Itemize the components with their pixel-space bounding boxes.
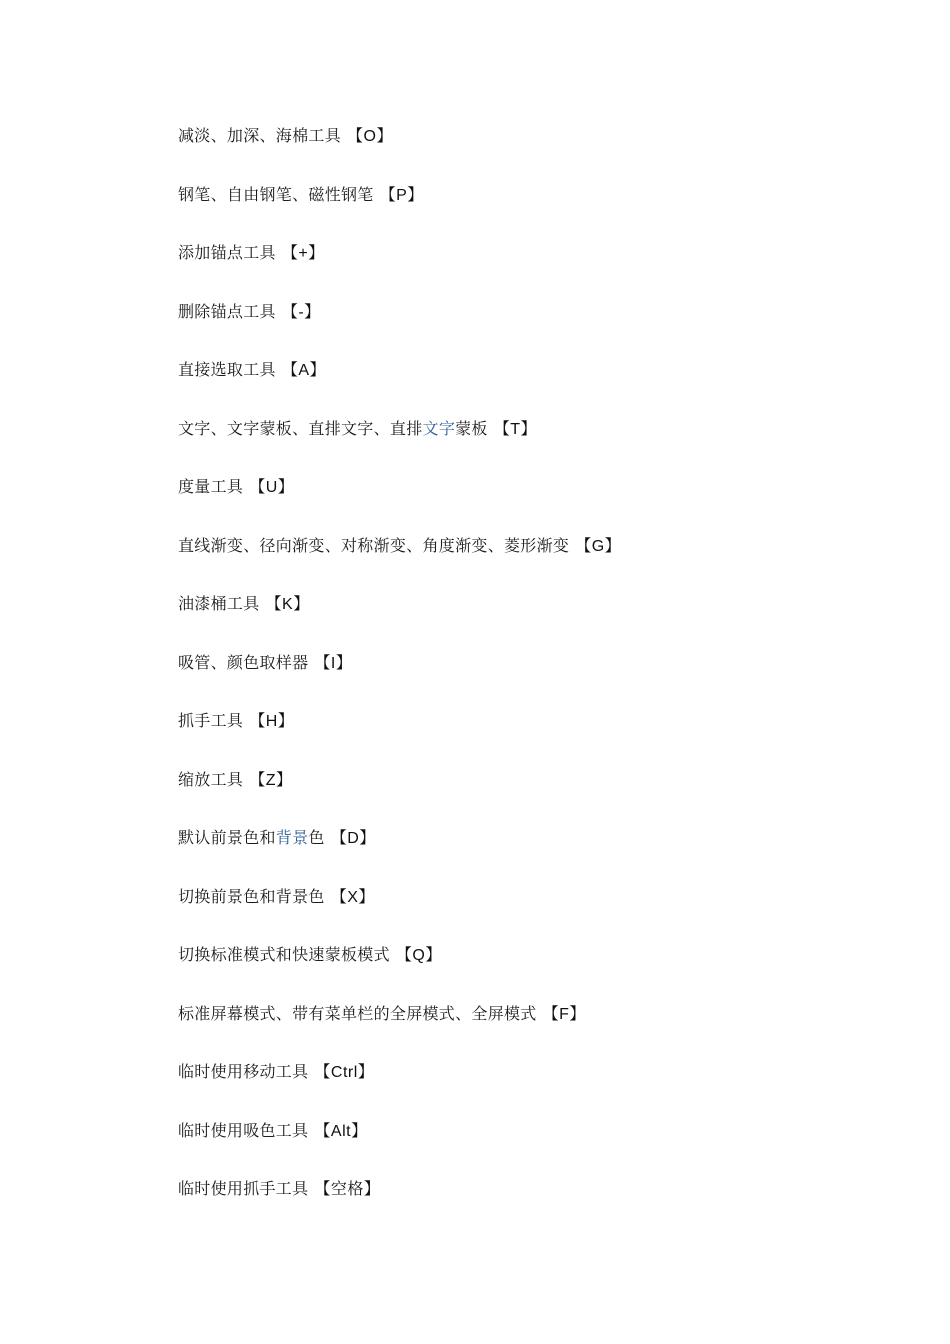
shortcut-key: 【A】 — [281, 362, 326, 379]
shortcut-list — [178, 122, 878, 1234]
shortcut-key: 【Alt】 — [314, 1122, 368, 1140]
shortcut-key: 【-】 — [281, 303, 321, 321]
shortcut-key: 【空格】 — [314, 1181, 381, 1198]
shortcut-item — [178, 883, 878, 942]
shortcut-item — [178, 766, 878, 825]
shortcut-description: 切换前景色和背景色 — [178, 886, 325, 906]
shortcut-description: 度量工具 — [178, 477, 244, 496]
shortcut-item — [178, 239, 878, 298]
shortcut-description: 减淡、加深、海棉工具 — [178, 126, 342, 145]
shortcut-item — [178, 649, 878, 708]
shortcut-item — [178, 1058, 878, 1117]
shortcut-key: 【F】 — [542, 1005, 586, 1023]
shortcut-description: 吸管、颜色取样器 — [178, 652, 309, 672]
shortcut-item — [178, 415, 878, 474]
shortcut-item — [178, 473, 878, 532]
shortcut-description: 临时使用抓手工具 — [178, 1179, 309, 1198]
shortcut-description: 切换标准模式和快速蒙板模式 — [178, 945, 390, 964]
shortcut-item — [178, 356, 878, 415]
shortcut-key: 【P】 — [379, 186, 424, 204]
inline-link[interactable]: 文字 — [422, 418, 456, 438]
shortcut-item — [178, 707, 878, 766]
inline-link[interactable]: 背景 — [275, 828, 309, 847]
shortcut-item — [178, 532, 878, 591]
shortcut-item — [178, 298, 878, 357]
shortcut-key: 【Ctrl】 — [314, 1064, 375, 1081]
shortcut-key: 【U】 — [249, 479, 295, 496]
shortcut-key: 【X】 — [330, 888, 375, 906]
shortcut-item — [178, 1175, 878, 1234]
shortcut-key: 【T】 — [493, 420, 538, 438]
shortcut-description: 临时使用移动工具 — [178, 1062, 309, 1081]
shortcut-item — [178, 1000, 878, 1059]
shortcut-key: 【D】 — [330, 830, 376, 847]
shortcut-item — [178, 941, 878, 1000]
shortcut-item — [178, 181, 878, 240]
shortcut-description: 删除锚点工具 — [178, 301, 276, 321]
shortcut-item — [178, 122, 878, 181]
shortcut-key: 【G】 — [575, 537, 622, 555]
shortcut-description: 抓手工具 — [178, 711, 244, 730]
shortcut-description: 蒙板 — [455, 418, 488, 438]
shortcut-item — [178, 1117, 878, 1176]
shortcut-item — [178, 824, 878, 883]
shortcut-description: 文字、文字蒙板、直排文字、直排 — [178, 418, 423, 438]
shortcut-description: 标准屏幕模式、带有菜单栏的全屏模式、全屏模式 — [178, 1003, 537, 1023]
shortcut-description: 直线渐变、径向渐变、对称渐变、角度渐变、菱形渐变 — [178, 535, 570, 555]
shortcut-key: 【O】 — [347, 128, 393, 145]
shortcut-key: 【K】 — [265, 596, 310, 613]
shortcut-key: 【Z】 — [249, 771, 293, 789]
shortcut-item — [178, 590, 878, 649]
shortcut-description: 临时使用吸色工具 — [178, 1120, 309, 1140]
shortcut-description: 缩放工具 — [178, 769, 244, 789]
shortcut-description: 油漆桶工具 — [178, 594, 260, 613]
shortcut-key: 【I】 — [314, 654, 353, 672]
shortcut-description: 默认前景色和 — [178, 828, 276, 847]
shortcut-key: 【+】 — [281, 245, 325, 262]
shortcut-key: 【Q】 — [395, 947, 442, 964]
shortcut-description: 钢笔、自由钢笔、磁性钢笔 — [178, 184, 374, 204]
shortcut-description: 色 — [308, 828, 325, 847]
shortcut-description: 添加锚点工具 — [178, 243, 276, 262]
shortcut-description: 直接选取工具 — [178, 360, 276, 379]
shortcut-key: 【H】 — [249, 713, 295, 730]
